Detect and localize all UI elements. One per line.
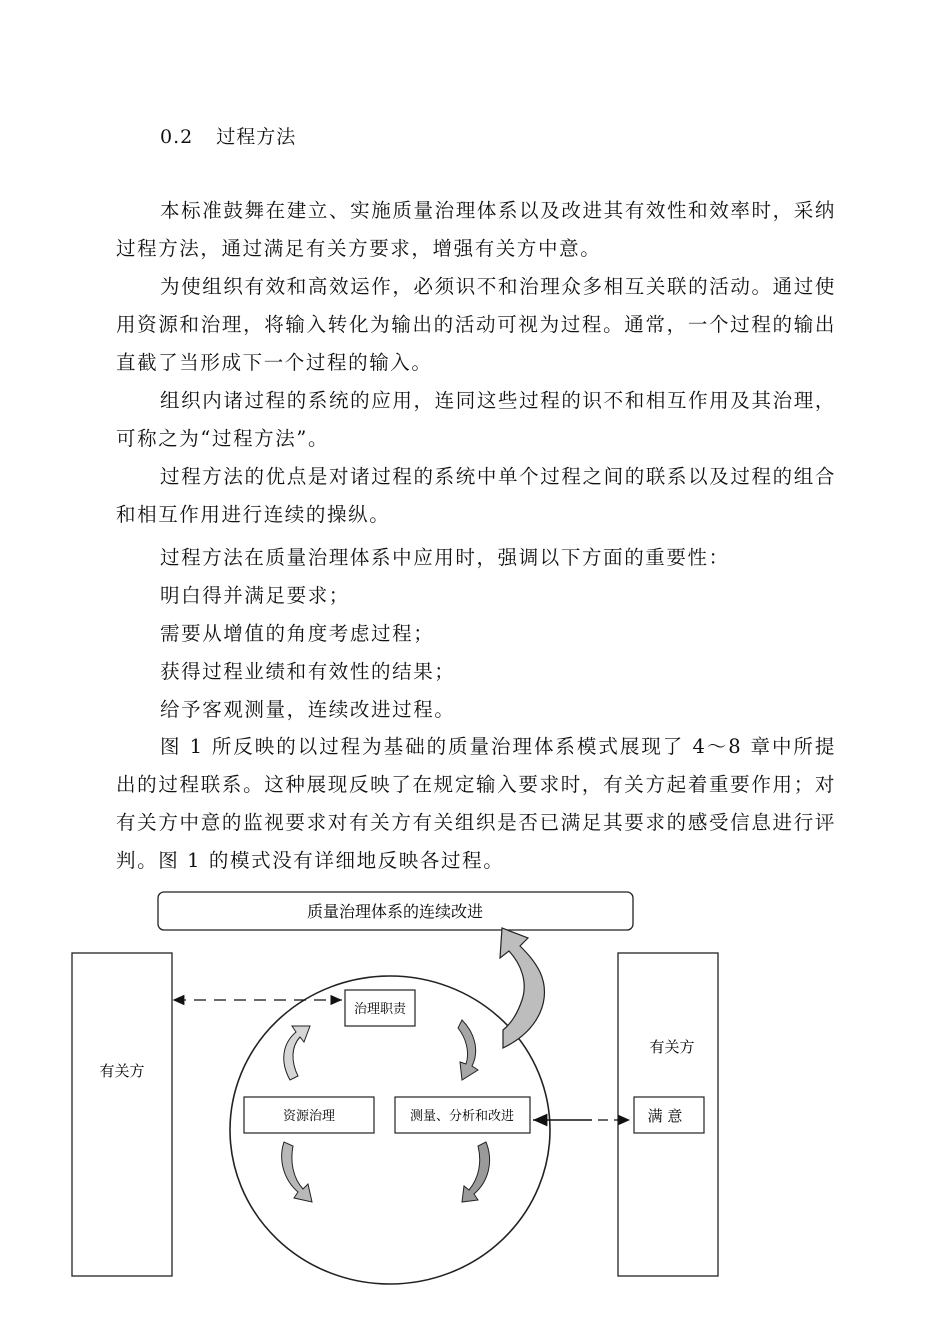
- paragraph-2: 为使组织有效和高效运作，必须识不和治理众多相互关联的活动。通过使用资源和治理，将输入转化为输出的活动可视为过程。通常，一个过程的输出直截了当形成下一个过程的输入。: [116, 275, 836, 374]
- importance-intro: 过程方法在质量治理体系中应用时，强调以下方面的重要性：: [160, 546, 730, 569]
- paragraph-3: 组织内诸过程的系统的应用，连同这些过程的识不和相互作用及其治理，可称之为“过程方法”。: [116, 389, 836, 450]
- measurement-label: 测量、分析和改进: [409, 1109, 515, 1124]
- resources-label: 资源治理: [282, 1109, 336, 1124]
- satisfaction-label: 满 意: [647, 1107, 683, 1125]
- process-model-diagram: [0, 880, 950, 1300]
- importance-item-2: 需要从增值的角度考虑过程；: [160, 622, 435, 645]
- right-party-label: 有关方: [649, 1038, 695, 1056]
- section-heading: [160, 122, 296, 149]
- left-party-box: [72, 953, 172, 1276]
- importance-item-1: 明白得并满足要求；: [160, 584, 350, 607]
- paragraph-1: 本标准鼓舞在建立、实施质量治理体系以及改进其有效性和效率时，采纳过程方法，通过满足有关方要求，增强有关方中意。: [116, 199, 836, 260]
- left-party-label: 有关方: [99, 1062, 145, 1080]
- improvement-curved-arrow-icon: [500, 928, 544, 1048]
- paragraph-4: 过程方法的优点是对诸过程的系统中单个过程之间的联系以及过程的组合和相互作用进行连续的操纵。: [116, 465, 836, 526]
- importance-item-3: 获得过程业绩和有效性的结果；: [160, 660, 456, 683]
- management-label: 治理职责: [353, 1002, 407, 1017]
- importance-item-4: 给予客观测量，连续改进过程。: [160, 698, 456, 721]
- improvement-banner-label: 质量治理体系的连续改进: [306, 902, 484, 921]
- figure-paragraph: 图 1 所反映的以过程为基础的质量治理体系模式展现了 4～8 章中所提出的过程联系。这种展现反映了在规定输入要求时，有关方起着重要作用；对有关方中意的监视要求对有关方有关组织是否已满足其要求的感受信息进行评判。图 1 的模式没有详细地反映各过程。: [116, 735, 836, 872]
- section-number: 0.2: [160, 126, 194, 148]
- section-title: 过程方法: [216, 126, 297, 148]
